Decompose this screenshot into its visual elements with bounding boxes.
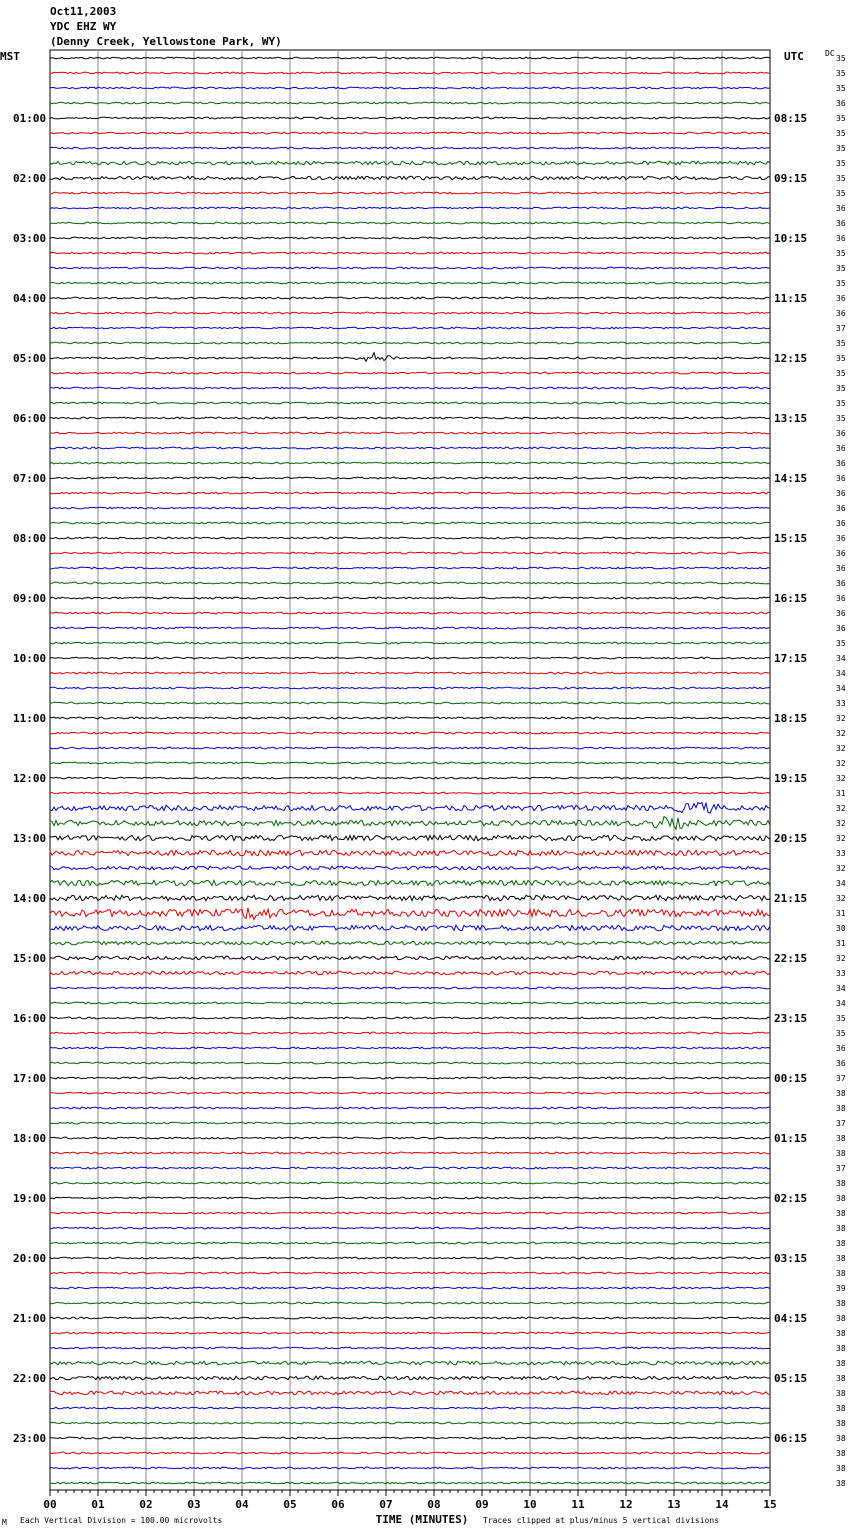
seismic-trace <box>50 1272 770 1274</box>
hour-label-right: 02:15 <box>774 1192 808 1205</box>
hour-label-right: 08:15 <box>774 112 808 125</box>
x-tick-label: 11 <box>571 1498 585 1511</box>
x-tick-label: 07 <box>379 1498 393 1511</box>
dc-offset-value: 35 <box>836 279 846 288</box>
seismic-trace <box>50 1361 770 1365</box>
seismic-trace <box>50 642 770 644</box>
dc-offset-value: 34 <box>836 999 846 1008</box>
seismic-trace <box>50 747 770 749</box>
hour-label-right: 00:15 <box>774 1072 808 1085</box>
hour-label-right: 13:15 <box>774 412 808 425</box>
seismic-trace <box>50 1092 770 1094</box>
dc-offset-value: 35 <box>836 1014 846 1023</box>
seismic-trace <box>50 1032 770 1034</box>
station-code: YDC EHZ WY <box>50 20 117 33</box>
seismic-trace <box>50 582 770 584</box>
seismic-trace <box>50 956 770 960</box>
hour-label-right: 15:15 <box>774 532 808 545</box>
hour-label-right: 14:15 <box>774 472 808 485</box>
dc-offset-value: 36 <box>836 474 846 483</box>
seismic-trace <box>50 732 770 734</box>
seismic-trace <box>50 1107 770 1109</box>
seismic-trace <box>50 987 770 989</box>
x-tick-label: 05 <box>283 1498 297 1511</box>
dc-offset-value: 38 <box>836 1464 846 1473</box>
seismic-trace <box>50 1482 770 1484</box>
seismic-trace <box>50 567 770 569</box>
dc-offset-value: 35 <box>836 264 846 273</box>
dc-offset-value: 38 <box>836 1374 846 1383</box>
dc-offset-value: 36 <box>836 99 846 108</box>
dc-offset-value: 31 <box>836 909 846 918</box>
dc-offset-value: 35 <box>836 249 846 258</box>
left-timezone-label: MST <box>0 50 20 63</box>
seismic-trace <box>50 850 770 855</box>
hour-label-left: 04:00 <box>13 292 47 305</box>
seismic-trace <box>50 402 770 404</box>
dc-offset-value: 38 <box>836 1299 846 1308</box>
seismic-trace <box>50 941 770 945</box>
seismic-trace <box>50 222 770 224</box>
dc-offset-value: 35 <box>836 69 846 78</box>
x-tick-label: 13 <box>667 1498 681 1511</box>
seismic-trace <box>50 507 770 509</box>
dc-offset-value: 36 <box>836 219 846 228</box>
dc-offset-value: 35 <box>836 54 846 63</box>
dc-offset-value: 38 <box>836 1254 846 1263</box>
seismic-trace <box>50 971 770 975</box>
dc-offset-value: 35 <box>836 399 846 408</box>
dc-offset-value: 32 <box>836 834 846 843</box>
seismic-trace <box>50 132 770 134</box>
dc-offset-value: 33 <box>836 849 846 858</box>
hour-label-right: 18:15 <box>774 712 808 725</box>
dc-offset-value: 34 <box>836 684 846 693</box>
dc-offset-value: 36 <box>836 234 846 243</box>
hour-label-right: 01:15 <box>774 1132 808 1145</box>
seismic-trace <box>50 627 770 629</box>
dc-offset-value: 38 <box>836 1194 846 1203</box>
dc-offset-value: 36 <box>836 519 846 528</box>
seismic-trace <box>50 161 770 165</box>
dc-offset-value: 35 <box>836 114 846 123</box>
dc-offset-value: 36 <box>836 609 846 618</box>
dc-offset-value: 37 <box>836 1074 846 1083</box>
scale-note: Each Vertical Division = 100.00 microvolts <box>20 1516 223 1525</box>
seismic-trace <box>50 792 770 794</box>
seismic-trace <box>50 597 770 599</box>
dc-offset-value: 30 <box>836 924 846 933</box>
hour-label-right: 23:15 <box>774 1012 808 1025</box>
seismic-trace <box>50 1077 770 1079</box>
seismic-trace <box>50 1242 770 1244</box>
hour-label-right: 12:15 <box>774 352 808 365</box>
seismic-trace <box>50 477 770 479</box>
dc-offset-value: 35 <box>836 339 846 348</box>
seismic-trace <box>50 1391 770 1395</box>
dc-offset-value: 32 <box>836 804 846 813</box>
seismic-trace <box>50 1152 770 1154</box>
seismic-trace <box>50 447 770 449</box>
corner-mark: M <box>2 1518 7 1527</box>
dc-offset-value: 36 <box>836 444 846 453</box>
hour-label-right: 19:15 <box>774 772 808 785</box>
dc-offset-value: 38 <box>836 1134 846 1143</box>
seismic-trace <box>50 803 770 813</box>
seismic-trace <box>50 1422 770 1424</box>
dc-offset-value: 36 <box>836 624 846 633</box>
dc-offset-value: 38 <box>836 1479 846 1488</box>
dc-offset-value: 32 <box>836 954 846 963</box>
dc-offset-value: 35 <box>836 144 846 153</box>
x-tick-label: 02 <box>139 1498 153 1511</box>
dc-offset-value: 35 <box>836 369 846 378</box>
seismic-trace <box>50 1137 770 1139</box>
seismic-trace <box>50 1182 770 1184</box>
dc-offset-value: 35 <box>836 639 846 648</box>
seismic-trace <box>50 1197 770 1199</box>
seismic-trace <box>50 1062 770 1064</box>
x-tick-label: 03 <box>187 1498 201 1511</box>
station-location: (Denny Creek, Yellowstone Park, WY) <box>50 35 282 48</box>
seismic-trace <box>50 72 770 74</box>
seismic-trace <box>50 1407 770 1409</box>
seismic-trace <box>50 1437 770 1439</box>
dc-offset-value: 34 <box>836 669 846 678</box>
seismic-trace <box>50 57 770 59</box>
seismic-trace <box>50 176 770 180</box>
dc-offset-value: 35 <box>836 189 846 198</box>
seismic-trace <box>50 87 770 89</box>
dc-offset-value: 34 <box>836 879 846 888</box>
dc-offset-value: 38 <box>836 1239 846 1248</box>
dc-offset-value: 38 <box>836 1179 846 1188</box>
seismic-trace <box>50 1047 770 1049</box>
seismic-trace <box>50 1212 770 1214</box>
x-tick-label: 15 <box>763 1498 777 1511</box>
dc-offset-header: DC <box>825 49 835 58</box>
dc-offset-value: 34 <box>836 654 846 663</box>
seismic-trace <box>50 432 770 434</box>
hour-label-right: 11:15 <box>774 292 808 305</box>
seismic-trace <box>50 762 770 764</box>
dc-offset-value: 36 <box>836 1044 846 1053</box>
x-tick-label: 12 <box>619 1498 633 1511</box>
dc-offset-value: 31 <box>836 939 846 948</box>
dc-offset-value: 35 <box>836 174 846 183</box>
dc-offset-value: 38 <box>836 1329 846 1338</box>
seismic-trace <box>50 282 770 284</box>
hour-label-left: 21:00 <box>13 1312 47 1325</box>
dc-offset-value: 36 <box>836 579 846 588</box>
dc-offset-value: 32 <box>836 864 846 873</box>
seismic-trace <box>50 1347 770 1349</box>
hour-label-right: 05:15 <box>774 1372 808 1385</box>
dc-offset-value: 38 <box>836 1314 846 1323</box>
clip-note: Traces clipped at plus/minus 5 vertical divisions <box>483 1516 720 1525</box>
dc-offset-value: 36 <box>836 204 846 213</box>
dc-offset-value: 38 <box>836 1104 846 1113</box>
dc-offset-value: 39 <box>836 1284 846 1293</box>
seismic-trace <box>50 925 770 930</box>
hour-label-right: 03:15 <box>774 1252 808 1265</box>
hour-label-right: 04:15 <box>774 1312 808 1325</box>
seismic-trace <box>50 252 770 254</box>
x-tick-label: 10 <box>523 1498 537 1511</box>
hour-label-left: 07:00 <box>13 472 47 485</box>
seismic-trace <box>50 147 770 149</box>
hour-label-right: 22:15 <box>774 952 808 965</box>
dc-offset-value: 35 <box>836 84 846 93</box>
seismic-trace <box>50 895 770 900</box>
hour-label-left: 08:00 <box>13 532 47 545</box>
seismic-trace <box>50 372 770 374</box>
hour-label-left: 09:00 <box>13 592 47 605</box>
dc-offset-value: 35 <box>836 129 846 138</box>
seismic-trace <box>50 417 770 419</box>
hour-label-right: 21:15 <box>774 892 808 905</box>
seismic-trace <box>50 492 770 494</box>
dc-offset-value: 36 <box>836 594 846 603</box>
dc-offset-value: 38 <box>836 1389 846 1398</box>
hour-label-left: 12:00 <box>13 772 47 785</box>
dc-offset-value: 38 <box>836 1149 846 1158</box>
seismic-trace <box>50 342 770 344</box>
hour-label-right: 06:15 <box>774 1432 808 1445</box>
x-tick-label: 00 <box>43 1498 57 1511</box>
seismic-trace <box>50 817 770 830</box>
x-tick-label: 04 <box>235 1498 249 1511</box>
seismic-trace <box>50 552 770 554</box>
hour-label-left: 02:00 <box>13 172 47 185</box>
seismic-trace <box>50 537 770 539</box>
seismic-trace <box>50 777 770 779</box>
dc-offset-value: 32 <box>836 774 846 783</box>
hour-label-right: 09:15 <box>774 172 808 185</box>
dc-offset-value: 32 <box>836 759 846 768</box>
dc-offset-value: 38 <box>836 1269 846 1278</box>
hour-label-left: 05:00 <box>13 352 47 365</box>
dc-offset-value: 38 <box>836 1449 846 1458</box>
seismic-trace <box>50 657 770 659</box>
dc-offset-value: 35 <box>836 384 846 393</box>
dc-offset-value: 34 <box>836 984 846 993</box>
dc-offset-value: 35 <box>836 1029 846 1038</box>
dc-offset-value: 32 <box>836 714 846 723</box>
x-tick-label: 09 <box>475 1498 489 1511</box>
dc-offset-value: 33 <box>836 969 846 978</box>
seismic-trace <box>50 835 770 840</box>
hour-label-left: 20:00 <box>13 1252 47 1265</box>
seismic-trace <box>50 880 770 885</box>
seismic-trace <box>50 1227 770 1229</box>
hour-label-left: 16:00 <box>13 1012 47 1025</box>
hour-label-right: 10:15 <box>774 232 808 245</box>
x-tick-label: 01 <box>91 1498 105 1511</box>
seismic-trace <box>50 1017 770 1019</box>
seismic-trace <box>50 1002 770 1004</box>
dc-offset-value: 35 <box>836 159 846 168</box>
right-timezone-label: UTC <box>784 50 804 63</box>
seismic-trace <box>50 866 770 870</box>
dc-offset-value: 36 <box>836 489 846 498</box>
dc-offset-value: 38 <box>836 1209 846 1218</box>
seismic-trace <box>50 387 770 389</box>
dc-offset-value: 38 <box>836 1419 846 1428</box>
hour-label-left: 01:00 <box>13 112 47 125</box>
seismic-trace <box>50 522 770 524</box>
dc-offset-value: 38 <box>836 1434 846 1443</box>
hour-label-left: 18:00 <box>13 1132 47 1145</box>
hour-label-left: 23:00 <box>13 1432 47 1445</box>
hour-label-right: 20:15 <box>774 832 808 845</box>
hour-label-left: 03:00 <box>13 232 47 245</box>
dc-offset-value: 36 <box>836 459 846 468</box>
seismic-trace <box>50 117 770 119</box>
dc-offset-value: 36 <box>836 549 846 558</box>
seismic-trace <box>50 327 770 329</box>
dc-offset-value: 38 <box>836 1224 846 1233</box>
seismic-trace <box>50 237 770 239</box>
seismic-trace <box>50 1122 770 1124</box>
seismic-trace <box>50 717 770 719</box>
hour-label-right: 16:15 <box>774 592 808 605</box>
seismic-trace <box>50 1167 770 1169</box>
seismic-trace <box>50 1257 770 1259</box>
hour-label-left: 13:00 <box>13 832 47 845</box>
dc-offset-value: 36 <box>836 534 846 543</box>
dc-offset-value: 36 <box>836 504 846 513</box>
hour-label-left: 11:00 <box>13 712 47 725</box>
dc-offset-value: 32 <box>836 729 846 738</box>
hour-label-left: 06:00 <box>13 412 47 425</box>
dc-offset-value: 36 <box>836 309 846 318</box>
dc-offset-value: 36 <box>836 294 846 303</box>
dc-offset-value: 37 <box>836 324 846 333</box>
seismic-trace <box>50 462 770 464</box>
seismic-trace <box>50 1332 770 1334</box>
dc-offset-value: 37 <box>836 1164 846 1173</box>
seismic-trace <box>50 102 770 104</box>
hour-label-left: 10:00 <box>13 652 47 665</box>
seismic-trace <box>50 1376 770 1380</box>
dc-offset-value: 32 <box>836 894 846 903</box>
hour-label-left: 15:00 <box>13 952 47 965</box>
seismic-trace <box>50 192 770 194</box>
hour-label-right: 17:15 <box>774 652 808 665</box>
x-tick-label: 08 <box>427 1498 441 1511</box>
seismic-trace <box>50 297 770 299</box>
dc-offset-value: 38 <box>836 1404 846 1413</box>
dc-offset-value: 38 <box>836 1089 846 1098</box>
dc-offset-value: 32 <box>836 819 846 828</box>
seismic-trace <box>50 702 770 704</box>
x-tick-label: 06 <box>331 1498 345 1511</box>
seismic-trace <box>50 1302 770 1304</box>
dc-offset-value: 36 <box>836 1059 846 1068</box>
dc-offset-value: 36 <box>836 564 846 573</box>
dc-offset-value: 36 <box>836 429 846 438</box>
hour-label-left: 17:00 <box>13 1072 47 1085</box>
seismic-trace <box>50 672 770 674</box>
seismic-trace <box>50 353 770 362</box>
seismic-trace <box>50 207 770 209</box>
station-date: Oct11,2003 <box>50 5 117 18</box>
seismic-trace <box>50 1467 770 1469</box>
dc-offset-value: 37 <box>836 1119 846 1128</box>
seismic-trace <box>50 612 770 614</box>
seismic-trace <box>50 908 770 920</box>
dc-offset-value: 31 <box>836 789 846 798</box>
dc-offset-value: 35 <box>836 414 846 423</box>
seismic-trace <box>50 1452 770 1454</box>
x-tick-label: 14 <box>715 1498 729 1511</box>
dc-offset-value: 38 <box>836 1359 846 1368</box>
dc-offset-value: 38 <box>836 1344 846 1353</box>
seismic-trace <box>50 687 770 689</box>
x-axis-title: TIME (MINUTES) <box>375 1513 469 1526</box>
seismic-trace <box>50 267 770 269</box>
seismic-trace <box>50 1287 770 1289</box>
dc-offset-value: 35 <box>836 354 846 363</box>
seismic-trace <box>50 1317 770 1319</box>
hour-label-left: 19:00 <box>13 1192 47 1205</box>
dc-offset-value: 32 <box>836 744 846 753</box>
seismic-trace <box>50 312 770 314</box>
dc-offset-value: 33 <box>836 699 846 708</box>
hour-label-left: 14:00 <box>13 892 47 905</box>
hour-label-left: 22:00 <box>13 1372 47 1385</box>
